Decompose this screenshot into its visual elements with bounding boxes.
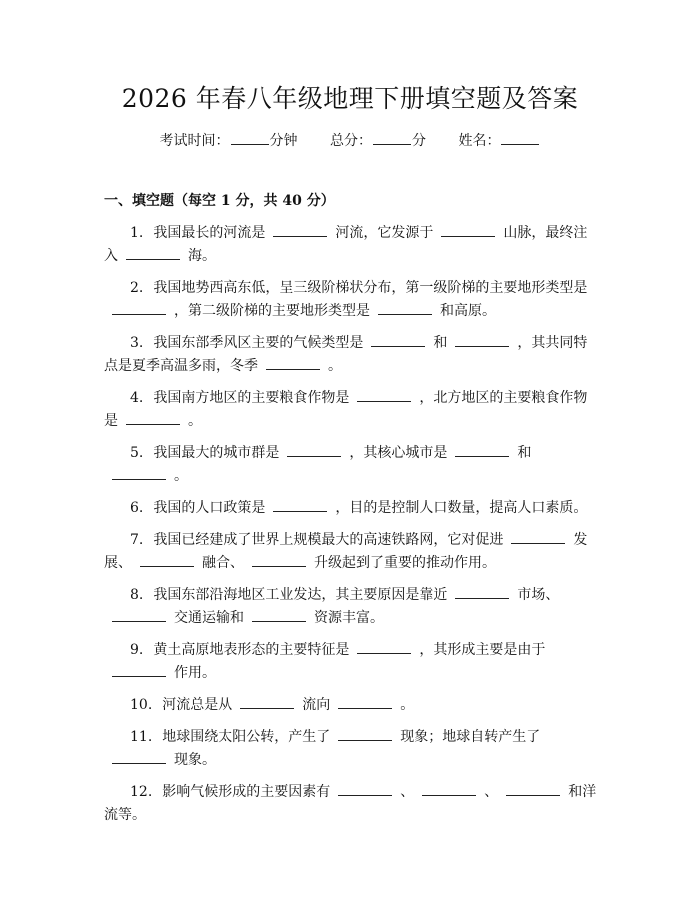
question-text: ，其共同特点是夏季高温多雨，冬季 — [104, 335, 588, 374]
answer-blank[interactable] — [455, 442, 509, 457]
question-text: ，北方地区的主要粮食作物是 — [104, 390, 588, 429]
answer-blank[interactable] — [287, 442, 341, 457]
question-number: 5. — [130, 445, 144, 461]
question-item — [104, 639, 598, 685]
question-item — [104, 694, 598, 717]
answer-blank[interactable] — [357, 387, 411, 402]
answer-blank[interactable] — [371, 332, 425, 347]
answer-blank[interactable] — [252, 607, 306, 622]
question-text: 发展、 — [104, 532, 588, 571]
question-text: 我国的人口政策是 — [153, 500, 266, 516]
answer-blank[interactable] — [252, 552, 306, 567]
question-text: 作用。 — [174, 665, 216, 681]
answer-blank[interactable] — [273, 222, 327, 237]
answer-blank[interactable] — [112, 465, 166, 480]
answer-blank[interactable] — [422, 781, 476, 796]
answer-blank[interactable] — [112, 662, 166, 677]
question-text: 我国最长的河流是 — [153, 225, 266, 241]
question-text: 和 — [433, 335, 448, 351]
question-item — [104, 781, 598, 827]
answer-blank[interactable] — [511, 529, 565, 544]
question-text: 和高原。 — [440, 303, 496, 319]
question-text: 我国南方地区的主要粮食作物是 — [153, 390, 350, 406]
answer-blank[interactable] — [338, 694, 392, 709]
question-number: 3. — [130, 335, 144, 351]
answer-blank[interactable] — [266, 355, 320, 370]
answer-blank[interactable] — [455, 332, 509, 347]
answer-blank[interactable] — [273, 497, 327, 512]
exam-info-row — [0, 130, 700, 151]
exam-time-unit: 分钟 — [269, 133, 298, 149]
question-text: 融合、 — [202, 555, 244, 571]
question-number: 2. — [130, 280, 144, 296]
exam-time-field — [160, 130, 298, 151]
answer-blank[interactable] — [378, 300, 432, 315]
question-text: 。 — [400, 697, 415, 713]
answer-blank[interactable] — [112, 300, 166, 315]
question-number: 10. — [130, 697, 153, 713]
question-item — [104, 277, 598, 323]
student-name-blank — [501, 130, 539, 145]
answer-blank[interactable] — [338, 726, 392, 741]
question-text: 我国东部季风区主要的气候类型是 — [153, 335, 364, 351]
question-list — [104, 222, 598, 836]
question-number: 11. — [130, 729, 153, 745]
question-text: 市场、 — [517, 587, 560, 603]
question-text: 现象；地球自转产生了 — [400, 729, 541, 745]
question-text: 、 — [484, 784, 499, 800]
question-text: 。 — [188, 413, 202, 429]
question-text: 河流，它发源于 — [335, 225, 434, 241]
answer-blank[interactable] — [126, 245, 180, 260]
section-heading: 一、填空题（每空 1 分，共 40 分） — [104, 193, 335, 209]
question-text: ，目的是控制人口数量，提高人口素质。 — [335, 500, 588, 516]
question-text: 我国地势西高东低，呈三级阶梯状分布，第一级阶梯的主要地形类型是 — [153, 280, 588, 296]
answer-blank[interactable] — [455, 584, 509, 599]
question-item — [104, 497, 598, 520]
question-number: 9. — [130, 642, 144, 658]
exam-time-label: 考试时间： — [159, 133, 230, 149]
student-name-label: 姓名： — [458, 133, 501, 149]
answer-blank[interactable] — [506, 781, 560, 796]
question-text: 、 — [400, 784, 415, 800]
question-text: 。 — [174, 468, 188, 484]
question-number: 4. — [130, 390, 144, 406]
question-number: 12. — [130, 784, 153, 800]
question-text: 我国东部沿海地区工业发达，其主要原因是靠近 — [153, 587, 448, 603]
question-text: 影响气候形成的主要因素有 — [162, 784, 331, 800]
total-score-blank — [373, 130, 411, 145]
answer-blank[interactable] — [126, 410, 180, 425]
answer-blank[interactable] — [140, 552, 194, 567]
question-number: 6. — [130, 500, 144, 516]
question-item — [104, 387, 598, 433]
student-name-field — [458, 130, 540, 151]
question-number: 8. — [130, 587, 144, 603]
question-text: 升级起到了重要的推动作用。 — [314, 555, 496, 571]
answer-blank[interactable] — [112, 749, 166, 764]
question-number: 1. — [130, 225, 144, 241]
question-text: 和 — [517, 445, 532, 461]
question-text: ，其核心城市是 — [349, 445, 448, 461]
question-text: 流向 — [302, 697, 331, 713]
answer-blank[interactable] — [240, 694, 294, 709]
answer-blank[interactable] — [112, 607, 166, 622]
question-text: 黄土高原地表形态的主要特征是 — [153, 642, 350, 658]
question-text: 和洋流等。 — [104, 784, 597, 823]
question-text: 山脉，最终注入 — [104, 225, 588, 264]
question-number: 7. — [130, 532, 144, 548]
page-title: 2026 年春八年级地理下册填空题及答案 — [121, 84, 579, 113]
question-text: ，第二级阶梯的主要地形类型是 — [174, 303, 370, 319]
question-text: 地球围绕太阳公转，产生了 — [162, 729, 331, 745]
answer-blank[interactable] — [357, 639, 411, 654]
question-text: 交通运输和 — [174, 610, 244, 626]
total-score-label: 总分： — [330, 133, 372, 149]
question-text: 河流总是从 — [162, 697, 233, 713]
question-item — [104, 529, 598, 575]
total-score-field — [330, 130, 426, 151]
answer-blank[interactable] — [441, 222, 495, 237]
question-item — [104, 584, 598, 630]
question-item — [104, 726, 598, 772]
exam-time-blank — [231, 130, 269, 145]
answer-blank[interactable] — [338, 781, 392, 796]
question-text: 资源丰富。 — [314, 610, 384, 626]
question-text: 海。 — [188, 248, 216, 264]
question-text: 我国已经建成了世界上规模最大的高速铁路网，它对促进 — [153, 532, 504, 548]
question-text: ，其形成主要是由于 — [419, 642, 546, 658]
question-item — [104, 442, 598, 488]
question-text: 。 — [328, 358, 342, 374]
question-item — [104, 332, 598, 378]
total-score-unit: 分 — [412, 133, 426, 149]
question-text: 现象。 — [174, 752, 216, 768]
question-item — [104, 222, 598, 268]
question-text: 我国最大的城市群是 — [153, 445, 280, 461]
